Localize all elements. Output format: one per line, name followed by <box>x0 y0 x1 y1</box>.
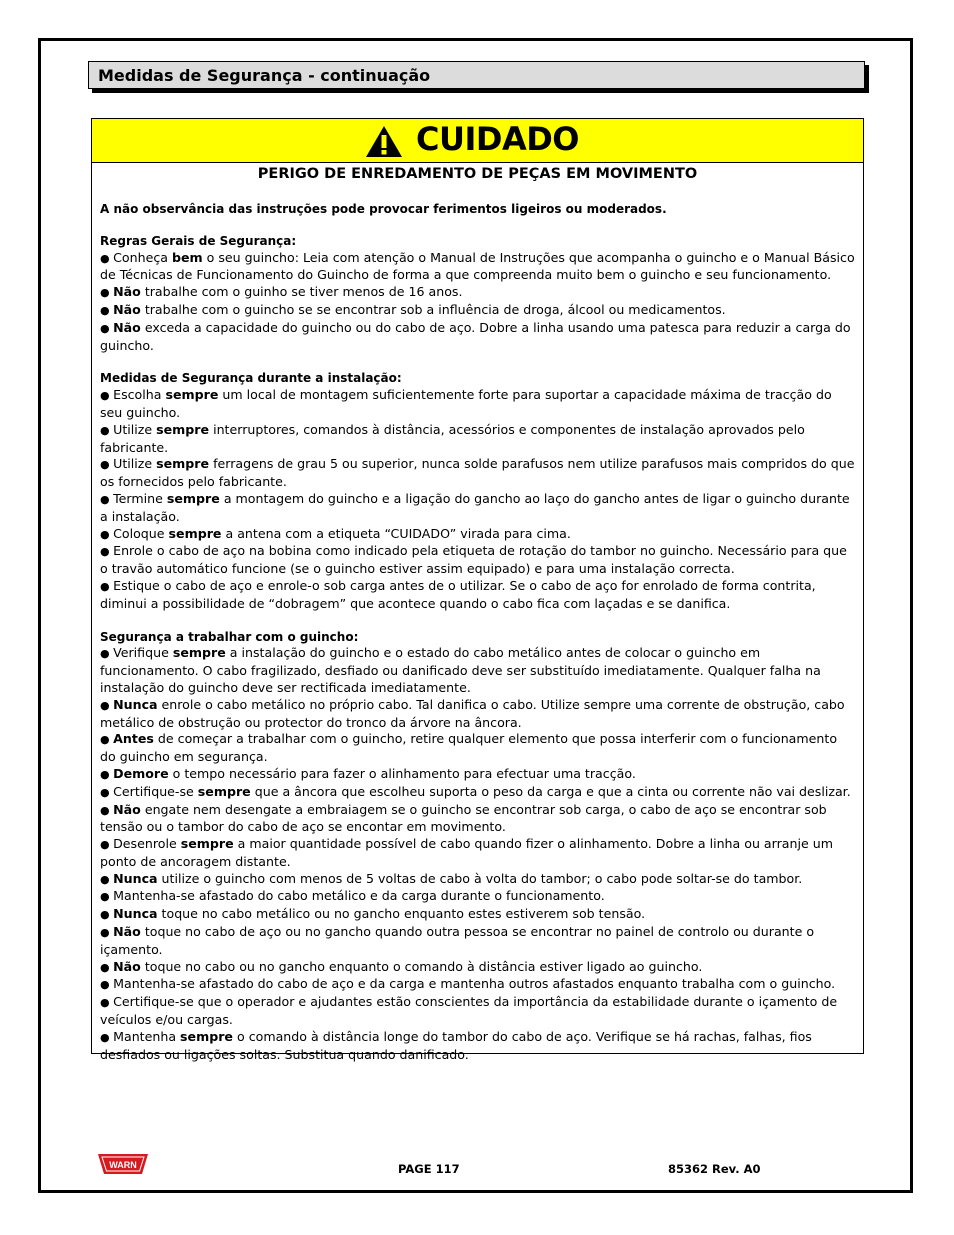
bullet-text: toque no cabo de aço ou no gancho quando outra pessoa se encontrar no painel de controlo ou durante o içamento. <box>100 924 815 957</box>
general-heading: Regras Gerais de Segurança: <box>100 233 297 248</box>
bullet-text: trabalhe com o guinho se tiver menos de 16 anos. <box>140 284 463 300</box>
bullet-item <box>100 888 855 906</box>
bullet-item <box>100 959 855 977</box>
bullet-dot-icon: ● <box>100 545 114 559</box>
warning-triangle-icon <box>365 125 403 162</box>
bullet-dot-icon: ● <box>100 996 114 1010</box>
bullet-dot-icon: ● <box>100 303 114 317</box>
bullet-dot-icon: ● <box>100 286 114 300</box>
bullet-emphasis: Nunca <box>113 870 158 886</box>
bullet-emphasis: sempre <box>165 387 219 403</box>
bullet-emphasis: sempre <box>156 456 210 472</box>
bullet-text: a instalação do guincho e o estado do cabo metálico antes de colocar o guincho em funcionamento. O cabo fragilizado, desfiado ou danificado deve ser substituído imediatamente. Qualquer falha na instalação do guincho deve ser rectificada imediatamente. <box>100 645 821 695</box>
bullet-text: que a âncora que escolheu suporta o peso da carga e que a cinta ou corrente não vai deslizar. <box>250 783 851 799</box>
bullet-dot-icon: ● <box>100 698 114 712</box>
bullet-emphasis: Antes <box>113 731 154 747</box>
bullet-text: Escolha <box>113 387 166 403</box>
caution-banner <box>92 119 863 163</box>
bullet-item <box>100 302 855 320</box>
bullet-item <box>100 645 855 696</box>
bullet-text: o seu guincho: Leia com atenção o Manual de Instruções que acompanha o guincho e o Manual Básico de Técnicas de Funcionamento do Guincho de forma a que compreenda muito bem o guincho e seu funcionamento. <box>100 249 855 283</box>
bullet-text: Verifique <box>113 645 173 661</box>
caution-word: CUIDADO <box>416 120 579 158</box>
bullet-dot-icon: ● <box>100 321 114 335</box>
bullet-emphasis: Não <box>113 924 141 940</box>
bullet-text: Certifique-se <box>113 783 198 799</box>
bullet-emphasis: Nunca <box>113 696 158 712</box>
bullet-emphasis: bem <box>171 249 203 265</box>
install-list <box>100 387 855 612</box>
bullet-text: a montagem do guincho e a ligação do gancho ao laço do gancho antes de ligar o guincho durante a instalação. <box>100 490 850 524</box>
bullet-item <box>100 784 855 802</box>
bullet-text: Coloque <box>113 525 169 541</box>
bullet-dot-icon: ● <box>100 838 114 852</box>
bullet-dot-icon: ● <box>100 579 114 593</box>
bullet-emphasis: sempre <box>172 645 226 661</box>
bullet-emphasis: Não <box>113 319 141 335</box>
bullet-dot-icon: ● <box>100 389 114 403</box>
bullet-text: o tempo necessário para fazer o alinhamento para efectuar uma tracção. <box>168 765 636 781</box>
bullet-text: Certifique-se que o operador e ajudantes estão conscientes da importância da estabilidade durante o içamento de veículos e/ou cargas. <box>100 994 838 1028</box>
bullet-text: Mantenha <box>113 1028 181 1044</box>
operate-heading: Segurança a trabalhar com o guincho: <box>100 629 359 644</box>
bullet-emphasis: Não <box>113 801 141 817</box>
caution-box <box>91 118 864 1062</box>
bullet-text: Utilize <box>113 421 157 437</box>
bullet-dot-icon: ● <box>100 926 114 940</box>
bullet-dot-icon: ● <box>100 767 114 781</box>
bullet-dot-icon: ● <box>100 872 114 886</box>
bullet-emphasis: Não <box>113 958 141 974</box>
bullet-text: utilize o guincho com menos de 5 voltas de cabo à volta do tambor; o cabo pode soltar-se do tambor. <box>157 870 803 886</box>
bullet-dot-icon: ● <box>100 908 114 922</box>
bullet-text: interruptores, comandos à distância, acessórios e componentes de instalação aprovados pelo fabricante. <box>100 421 805 455</box>
bullet-emphasis: sempre <box>166 490 220 506</box>
warning-line: A não observância das instruções pode provocar ferimentos ligeiros ou moderados. <box>100 202 667 216</box>
bullet-item <box>100 871 855 889</box>
bullet-text: de começar a trabalhar com o guincho, retire qualquer elemento que possa interferir com o funcionamento do guincho em segurança. <box>100 731 838 765</box>
bullet-dot-icon: ● <box>100 492 114 506</box>
bullet-text: trabalhe com o guincho se se encontrar sob a influência de droga, álcool ou medicamentos. <box>140 301 726 317</box>
bullet-dot-icon: ● <box>100 890 114 904</box>
bullet-item <box>100 578 855 613</box>
bullet-text: Conheça <box>113 249 172 265</box>
bullet-dot-icon: ● <box>100 960 114 974</box>
bullet-item <box>100 284 855 302</box>
bullet-emphasis: Não <box>113 284 141 300</box>
bullet-dot-icon: ● <box>100 423 114 437</box>
section-title: Medidas de Segurança - continuação <box>98 66 431 85</box>
bullet-dot-icon: ● <box>100 251 114 265</box>
bullet-dot-icon: ● <box>100 647 114 661</box>
bullet-item <box>100 526 855 544</box>
bullet-text: a antena com a etiqueta “CUIDADO” virada para cima. <box>221 525 571 541</box>
bullet-dot-icon: ● <box>100 803 114 817</box>
page-number: PAGE 117 <box>398 1162 460 1176</box>
bullet-emphasis: sempre <box>180 1028 233 1044</box>
bullet-emphasis: sempre <box>180 836 234 852</box>
bullet-text: o comando à distância longe do tambor do cabo de aço. Verifique se há rachas, falhas, fios desfiados ou ligações soltas. Substitua quando danificado. <box>100 1028 812 1062</box>
bullet-item <box>100 387 855 422</box>
bullet-item <box>100 697 855 732</box>
bullet-text: Utilize <box>113 456 157 472</box>
bullet-item <box>100 456 855 491</box>
bullet-item <box>100 1029 855 1064</box>
revision: 85362 Rev. A0 <box>668 1162 761 1176</box>
bullet-text: Estique o cabo de aço e enrole-o sob carga antes de o utilizar. Se o cabo de aço for enrolado de forma contrita, diminui a possibilidade de “dobragem” que acontece quando o cabo fica com laçadas e se danifica. <box>100 577 816 611</box>
bullet-item <box>100 422 855 457</box>
bullet-text: Mantenha-se afastado do cabo metálico e da carga durante o funcionamento. <box>113 888 605 904</box>
bullet-item <box>100 491 855 526</box>
bullet-text: ferragens de grau 5 ou superior, nunca solde parafusos nem utilize parafusos mais compridos do que os fornecidos pelo fabricante. <box>100 456 855 490</box>
bullet-text: a maior quantidade possível de cabo quando fizer o alinhamento. Dobre a linha ou arranje um ponto de ancoragem distante. <box>100 836 833 869</box>
bullet-text: exceda a capacidade do guincho ou do cabo de aço. Dobre a linha usando uma patesca para reduzir a carga do guincho. <box>100 319 851 353</box>
bullet-text: Desenrole <box>113 836 181 852</box>
bullet-text: enrole o cabo metálico no próprio cabo. Tal danifica o cabo. Utilize sempre uma corrente de obstrução, cabo metálico de obstrução ou protector do tronco da árvore na âncora. <box>100 696 845 730</box>
bullet-text: toque no cabo metálico ou no gancho enquanto estes estiverem sob tensão. <box>157 906 646 922</box>
bullet-emphasis: sempre <box>197 783 251 799</box>
bullet-dot-icon: ● <box>100 458 114 472</box>
bullet-emphasis: sempre <box>156 421 210 437</box>
bullet-dot-icon: ● <box>100 733 114 747</box>
bullet-dot-icon: ● <box>100 978 114 992</box>
bullet-item <box>100 250 855 285</box>
bullet-emphasis: sempre <box>168 525 222 541</box>
bullet-emphasis: Nunca <box>113 906 158 922</box>
general-list <box>100 250 855 355</box>
install-heading: Medidas de Segurança durante a instalação: <box>100 371 402 386</box>
bullet-item <box>100 802 855 837</box>
bullet-emphasis: Demore <box>113 765 169 781</box>
bullet-item <box>100 836 855 871</box>
bullet-text: toque no cabo ou no gancho enquanto o comando à distância estiver ligado ao guincho. <box>140 958 703 974</box>
bullet-text: Enrole o cabo de aço na bobina como indicado pela etiqueta de rotação do tambor no guincho. Necessário para que o travão automático funcione (se o guincho estiver assim equipado) e para uma instalação correcta. <box>100 543 847 577</box>
bullet-dot-icon: ● <box>100 1030 114 1044</box>
bullet-item <box>100 543 855 578</box>
bullet-item <box>100 924 855 959</box>
hazard-title: PERIGO DE ENREDAMENTO DE PEÇAS EM MOVIMENTO <box>257 166 698 182</box>
warn-logo-text: WARN <box>109 1160 137 1170</box>
bullet-item <box>100 766 855 784</box>
bullet-item <box>100 976 855 994</box>
bullet-item <box>100 994 855 1029</box>
bullet-dot-icon: ● <box>100 527 114 541</box>
bullet-item <box>100 320 855 355</box>
bullet-text: engate nem desengate a embraiagem se o guincho se encontrar sob carga, o cabo de aço se encontrar sob tensão ou o tambor do cabo de aço se encontar em movimento. <box>100 801 827 835</box>
bullet-dot-icon: ● <box>100 785 114 799</box>
warn-logo <box>98 1152 148 1180</box>
bullet-item <box>100 906 855 924</box>
bullet-text: Termine <box>113 490 167 506</box>
bullet-text: um local de montagem suficientemente forte para suportar a capacidade máxima de tracção do seu guincho. <box>100 387 832 420</box>
safety-body <box>100 201 855 1063</box>
bullet-emphasis: Não <box>113 301 141 317</box>
bullet-item <box>100 731 855 766</box>
operate-list <box>100 645 855 1063</box>
section-header <box>88 61 865 89</box>
bullet-text: Mantenha-se afastado do cabo de aço e da carga e mantenha outros afastados enquanto trabalha com o guincho. <box>113 976 836 992</box>
